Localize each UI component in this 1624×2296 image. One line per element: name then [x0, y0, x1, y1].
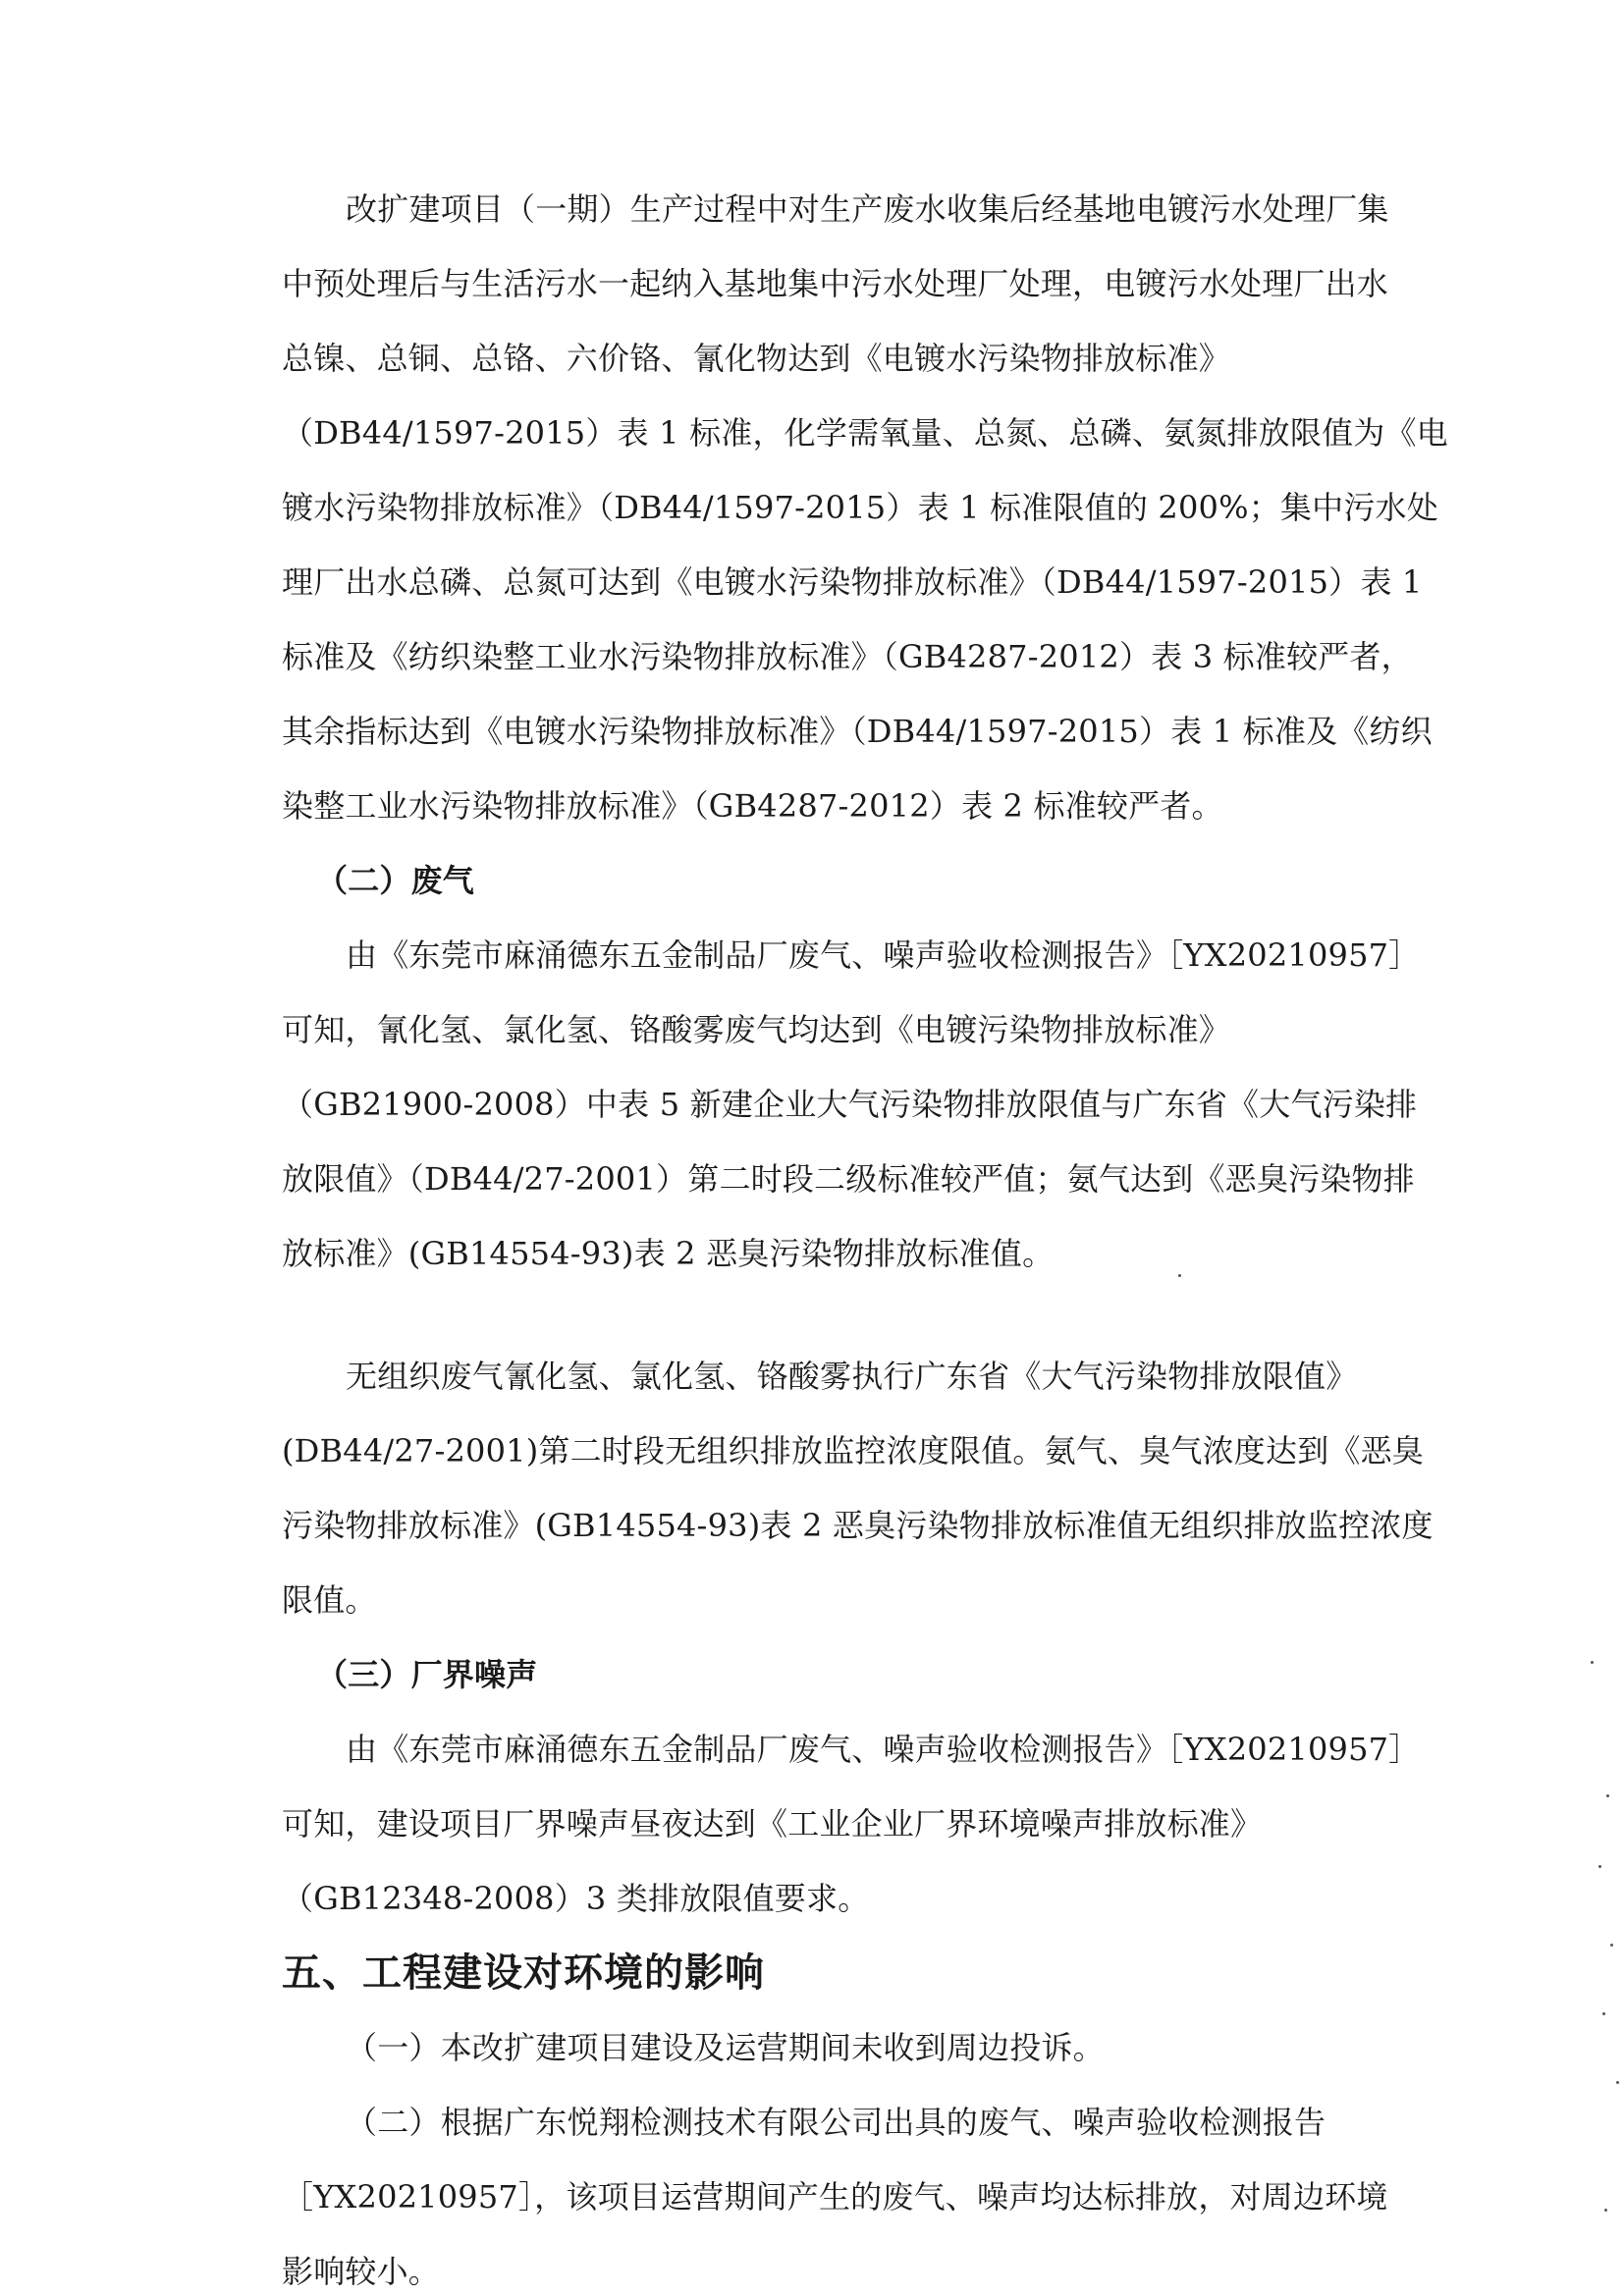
text-line: 由《东莞市麻涌德东五金制品厂废气、噪声验收检测报告》［YX20210957］ [346, 1731, 1421, 1768]
text-line: 污染物排放标准》(GB14554-93)表 2 恶臭污染物排放标准值无组织排放监控浓度 [282, 1507, 1434, 1544]
text-line: 染整工业水污染物排放标准》（GB4287-2012）表 2 标准较严者。 [282, 787, 1223, 825]
text-line: 理厂出水总磷、总氮可达到《电镀水污染物排放标准》（DB44/1597-2015）表 1 [282, 563, 1423, 601]
text-line: ［YX20210957］，该项目运营期间产生的废气、噪声均达标排放，对周边环境 [282, 2178, 1388, 2216]
section-heading-boundary-noise: （三）厂界噪声 [316, 1656, 538, 1693]
text-line: 无组织废气氰化氢、氯化氢、铬酸雾执行广东省《大气污染物排放限值》 [346, 1358, 1358, 1395]
text-line: （GB12348-2008）3 类排放限值要求。 [282, 1880, 870, 1917]
scan-speck [1178, 1274, 1181, 1277]
text-line: 镀水污染物排放标准》（DB44/1597-2015）表 1 标准限值的 200%；集中污水处 [282, 489, 1438, 526]
text-line: 中预处理后与生活污水一起纳入基地集中污水处理厂处理，电镀污水处理厂出水 [282, 265, 1389, 302]
section-heading-waste-gas: （二）废气 [316, 862, 475, 899]
scan-speck [1610, 1944, 1613, 1947]
text-line: 可知，建设项目厂界噪声昼夜达到《工业企业厂界环境噪声排放标准》 [282, 1805, 1263, 1842]
text-line: 可知，氰化氢、氯化氢、铬酸雾废气均达到《电镀污染物排放标准》 [282, 1011, 1231, 1048]
text-line: 总镍、总铜、总铬、六价铬、氰化物达到《电镀水污染物排放标准》 [282, 340, 1231, 377]
text-line: 改扩建项目（一期）生产过程中对生产废水收集后经基地电镀污水处理厂集 [346, 190, 1389, 228]
text-line: 由《东莞市麻涌德东五金制品厂废气、噪声验收检测报告》［YX20210957］ [346, 936, 1421, 974]
scan-speck [1604, 2209, 1607, 2212]
scan-speck [1591, 1661, 1594, 1664]
scan-speck [1606, 1794, 1609, 1797]
text-line: 影响较小。 [282, 2253, 441, 2290]
text-line: （DB44/1597-2015）表 1 标准，化学需氧量、总氮、总磷、氨氮排放限值为《电 [282, 414, 1448, 452]
text-line: （二）根据广东悦翔检测技术有限公司出具的废气、噪声验收检测报告 [346, 2104, 1326, 2141]
scan-speck [1598, 1865, 1601, 1868]
text-line: 放限值》（DB44/27-2001）第二时段二级标准较严值；氨气达到《恶臭污染物排 [282, 1160, 1415, 1198]
text-line: 放标准》(GB14554-93)表 2 恶臭污染物排放标准值。 [282, 1235, 1055, 1272]
section-title-environmental-impact: 五、工程建设对环境的影响 [282, 1949, 765, 1996]
text-line: （GB21900-2008）中表 5 新建企业大气污染物排放限值与广东省《大气污染排 [282, 1086, 1418, 1123]
text-line: 标准及《纺织染整工业水污染物排放标准》（GB4287-2012）表 3 标准较严者， [282, 638, 1413, 675]
text-line: 限值。 [282, 1581, 377, 1619]
scan-speck [1602, 2012, 1605, 2015]
text-line: (DB44/27-2001)第二时段无组织排放监控浓度限值。氨气、臭气浓度达到《恶臭 [282, 1432, 1425, 1469]
text-line: 其余指标达到《电镀水污染物排放标准》（DB44/1597-2015）表 1 标准及《纺织 [282, 713, 1433, 750]
scan-speck [1616, 2081, 1619, 2084]
text-line: （一）本改扩建项目建设及运营期间未收到周边投诉。 [346, 2029, 1105, 2066]
